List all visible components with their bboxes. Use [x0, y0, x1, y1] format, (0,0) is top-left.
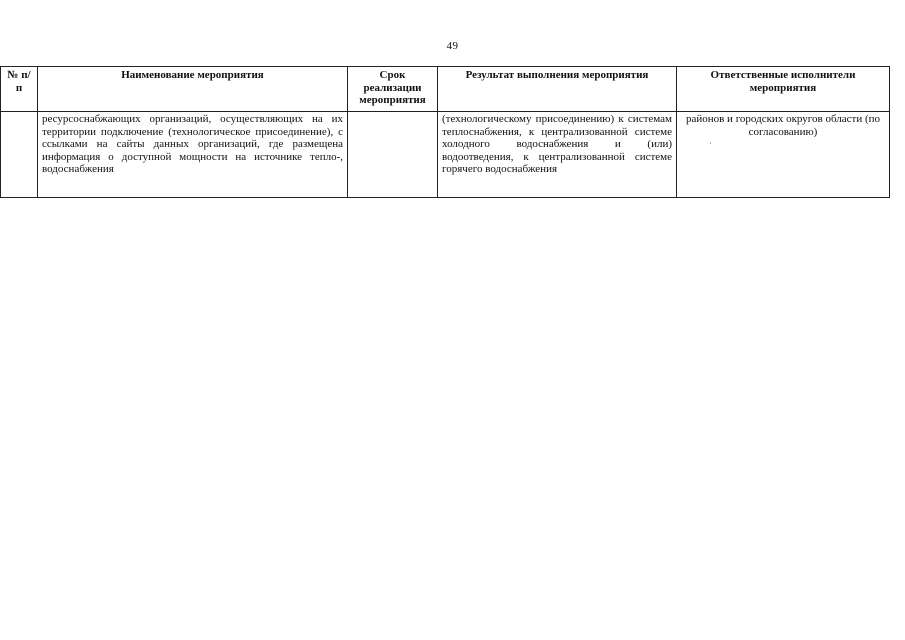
- page-number: 49: [446, 40, 459, 52]
- header-responsible: Ответственные исполнители мероприятия: [677, 67, 890, 112]
- table-row: [1, 112, 890, 198]
- header-result: Результат выполнения мероприятия: [438, 67, 677, 112]
- header-measure-name: Наименование мероприятия: [38, 67, 348, 112]
- cell-implementation-term: [348, 112, 438, 198]
- stray-mark: ·: [709, 138, 712, 148]
- header-implementation-term: Срок реализации мероприятия: [348, 67, 438, 112]
- responsible-text: районов и городских округов области (по согласованию): [685, 113, 881, 138]
- cell-number: [1, 112, 38, 198]
- cell-measure-name: ресурсоснабжающих организаций, осуществляющих на их территории подключение (технологическое присоединение), с ссылками на сайты данных организаций, где размещена информация о доступной мощности на источнике тепло-, водоснабжения: [38, 112, 348, 198]
- cell-responsible: [677, 112, 890, 198]
- table-header-row: [1, 67, 890, 112]
- cell-result: (технологическому присоединению) к системам теплоснабжения, к централизованной системе холодного водоснабжения и (или) водоотведения, к централизованной системе горячего водоснабжения: [438, 112, 677, 198]
- measures-table: [0, 66, 890, 198]
- header-number: № п/п: [1, 67, 38, 112]
